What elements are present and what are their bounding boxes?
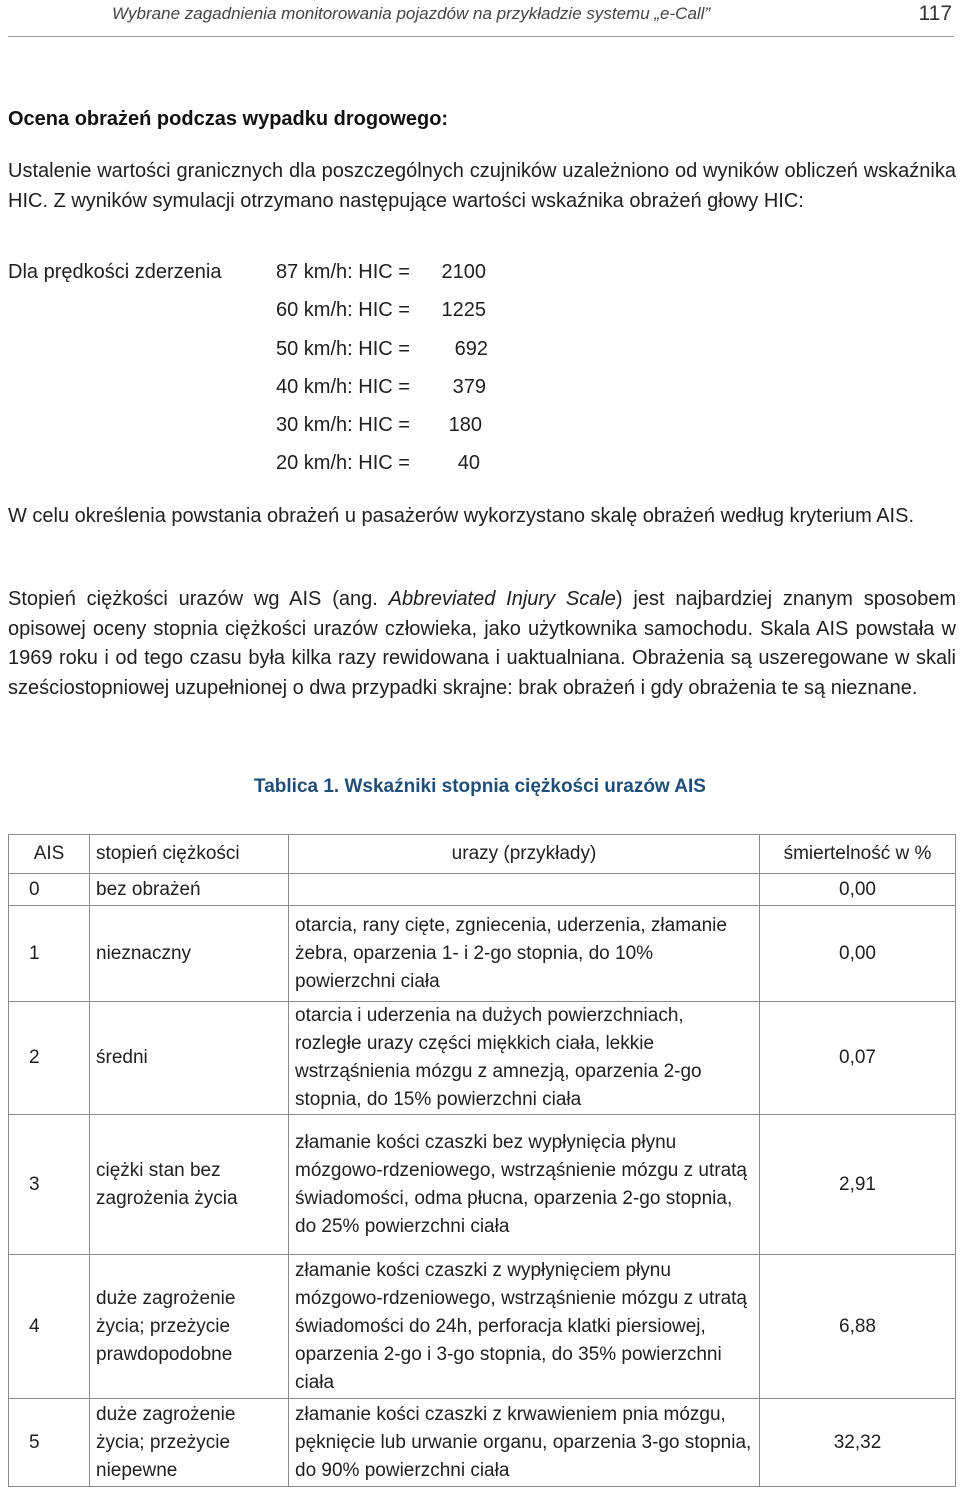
hic-value: 1225 [441,299,486,321]
column-header-injuries: urazy (przykłady) [289,835,760,874]
cell-mortality: 6,88 [760,1255,956,1399]
hic-speed: 50 km/h: HIC = [276,338,410,360]
cell-degree: bez obrażeń [90,874,289,906]
table-row [9,906,956,1002]
cell-ais: 3 [9,1115,90,1255]
cell-degree: średni [90,1002,289,1115]
cell-mortality: 2,91 [760,1115,956,1255]
table-row [9,1115,956,1255]
ais-description-text: ) jest najbardziej znanym sposobem opisowej oceny stopnia ciężkości urazów człowieka, jako użytkownika samochodu. Skala AIS powstała w 1969 roku i od tego czasu była kilka razy rewidowana i uaktualniana. Obrażenia są uszeregowane w skali sześciostopniowej uzupełnionej o dwa przypadki skrajne: brak obrażeń i gdy obrażenia te są nieznane. [8,588,956,699]
cell-mortality: 0,07 [760,1002,956,1115]
cell-injuries: złamanie kości czaszki bez wypłynięcia płynu mózgowo-rdzeniowego, wstrząśnienie mózgu z utratą świadomości, odma płucna, oparzenia 2-go stopnia, do 25% powierzchni ciała [289,1115,760,1255]
cell-mortality: 0,00 [760,874,956,906]
page-header [8,0,954,37]
column-header-degree: stopień ciężkości [90,835,289,874]
cell-ais: 4 [9,1255,90,1399]
table-caption: Tablica 1. Wskaźniki stopnia ciężkości urazów AIS [254,776,706,797]
cell-injuries [289,874,760,906]
hic-value: 2100 [441,261,486,283]
table-header-row [9,835,956,874]
section-heading: Ocena obrażeń podczas wypadku drogowego: [8,108,449,130]
ais-description-paragraph [8,585,956,703]
hic-speed: 87 km/h: HIC = [276,261,410,283]
table-row [9,1002,956,1115]
hic-speed: 30 km/h: HIC = [276,414,410,436]
ais-table [8,834,956,1487]
cell-injuries: otarcia, rany cięte, zgniecenia, uderzenia, złamanie żebra, oparzenia 1- i 2-go stopnia, do 10% powierzchni ciała [289,906,760,1002]
hic-value: 379 [452,376,486,398]
hic-value: 692 [454,338,488,360]
cell-ais: 2 [9,1002,90,1115]
cell-ais: 0 [9,874,90,906]
hic-speed: 40 km/h: HIC = [276,376,410,398]
cell-injuries: otarcia i uderzenia na dużych powierzchniach, rozległe urazy części miękkich ciała, lekkie wstrząśnienia mózgu z amnezją, oparzenia 2-go stopnia, do 15% powierzchni ciała [289,1002,760,1115]
table-row [9,874,956,906]
cell-injuries: złamanie kości czaszki z krwawieniem pnia mózgu, pęknięcie lub urwanie organu, oparzenia 3-go stopnia, do 90% powierzchni ciała [289,1399,760,1487]
hic-value: 40 [457,452,480,474]
intro-paragraph: Ustalenie wartości granicznych dla poszczególnych czujników uzależniono od wyników obliczeń wskaźnika HIC. Z wyników symulacji otrzymano następujące wartości wskaźnika obrażeń głowy HIC: [8,160,956,212]
cell-degree: ciężki stan bez zagrożenia życia [90,1115,289,1255]
hic-speed: 60 km/h: HIC = [276,299,410,321]
page-number: 117 [918,2,952,25]
table-row [9,1399,956,1487]
hic-speed: 20 km/h: HIC = [276,452,410,474]
table-row [9,1255,956,1399]
ais-description-text: Stopień ciężkości urazów wg AIS (ang. [8,588,389,610]
hic-value: 180 [448,414,482,436]
hic-lead-text: Dla prędkości zderzenia [8,261,222,283]
cell-mortality: 32,32 [760,1399,956,1487]
cell-degree: nieznaczny [90,906,289,1002]
cell-injuries: złamanie kości czaszki z wypłynięciem płynu mózgowo-rdzeniowego, wstrząśnienie mózgu z utratą świadomości do 24h, perforacja klatki piersiowej, oparzenia 2-go i 3-go stopnia, do 35% powierzchni ciała [289,1255,760,1399]
column-header-mortality: śmiertelność w % [760,835,956,874]
running-title: Wybrane zagadnienia monitorowania pojazdów na przykładzie systemu „e-Call” [112,4,711,23]
ais-criterion-paragraph: W celu określenia powstania obrażeń u pasażerów wykorzystano skalę obrażeń według kryterium AIS. [8,505,914,527]
cell-degree: duże zagrożenie życia; przeżycie prawdopodobne [90,1255,289,1399]
column-header-ais: AIS [9,835,90,874]
cell-degree: duże zagrożenie życia; przeżycie niepewne [90,1399,289,1487]
ais-description-italic: Abbreviated Injury Scale [388,588,616,610]
cell-ais: 1 [9,906,90,1002]
cell-mortality: 0,00 [760,906,956,1002]
cell-ais: 5 [9,1399,90,1487]
